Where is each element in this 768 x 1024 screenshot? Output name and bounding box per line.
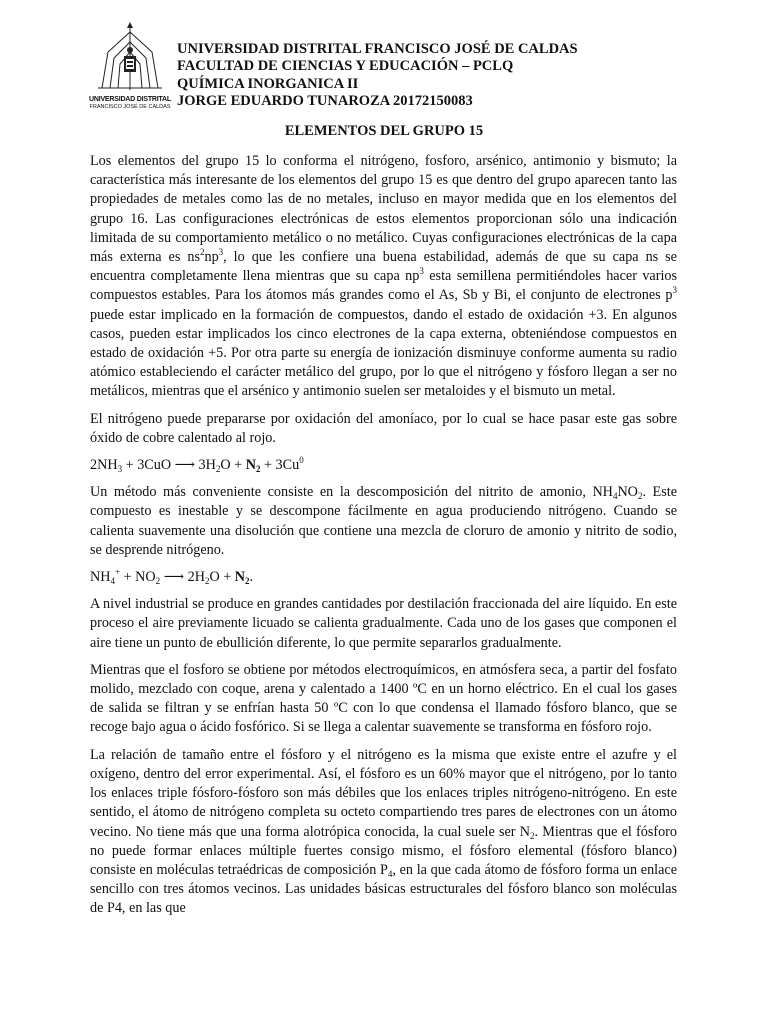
paragraph-phosphorus-production: Mientras que el fosforo se obtiene por métodos electroquímicos, en atmósfera seca, a partir del fosfato molido, mezclado con coque, arena y calentado a 1400 ºC en un horno eléctrico. En el cual los gases de salida se filtran y se enfrían hasta 50 ºC con lo que condensa el llamado fósforo blanco, que se recoge bajo agua o ácido fosfórico. Si se llega a calentar suavemente se transforma en fósforo rojo. [90, 661, 677, 736]
paragraph-nitrogen-prep: El nitrógeno puede prepararse por oxidación del amoníaco, por lo cual se hace pasar este gas sobre óxido de cobre calentado al rojo. [90, 410, 677, 446]
logo-text-university: UNIVERSIDAD DISTRITAL [88, 96, 171, 103]
document-title: ELEMENTOS DEL GRUPO 15 [284, 123, 484, 139]
logo-text-name: FRANCISCO JOSÉ DE CALDAS [89, 104, 171, 110]
paragraph-ammonium-nitrite: Un método más conveniente consiste en la descomposición del nitrito de amonio, $NH_4NO_2$. Este compuesto es inestable y se descompone fácilmente en agua produciendo nitrógeno. Cuando se calienta suavemente una disolución que contiene una mezcla de cloruro de amonio y nitrito de sodio, se desprende nitrógeno. [90, 484, 677, 558]
equation-ammonia-oxidation: $2NH_3 + 3CuO$ ⟶ $3H_2O + N_2 + 3Cu^0$ [90, 455, 304, 475]
header-author: JORGE EDUARDO TUNAROZA 20172150083 [177, 93, 473, 110]
university-crest-icon [96, 22, 164, 94]
university-logo [86, 22, 174, 108]
document-header [177, 41, 578, 111]
paragraph-industrial-distillation: A nivel industrial se produce en grandes cantidades por destilación fraccionada del aire líquido. En este proceso el aire previamente licuado se calienta gradualmente. Cada uno de los gases que componen el aire tiene un punto de ebullición diferente, lo que permite separarlos gradualmente. [90, 596, 677, 651]
header-university: UNIVERSIDAD DISTRITAL FRANCISCO JOSÉ DE CALDAS [177, 41, 578, 57]
header-course: QUÍMICA INORGANICA II [177, 75, 359, 92]
document-body [90, 152, 677, 927]
paragraph-intro: Los elementos del grupo 15 lo conforma el nitrógeno, fosforo, arsénico, antimonio y bismuto; la característica más interesante de los elementos del grupo 15 es que dentro del grupo aparecen tanto las propiedades de metales como las de no metales, incluso en mayor medida que en los elementos del grupo 16. Las configuraciones electrónicas de estos elementos proporcionan sólo una indicación limitada de su comportamiento metálico o no metálico. Cuyas configuraciones electrónicas de la capa más externa es $ns^2np^3$, lo que les confiere una buena estabilidad, además de que su capa ns se encuentra completamente llena mientras que su capa $np^3$ esta semillena permitiéndoles hacer varios compuestos estables. Para los átomos más grandes como el As, Sb y Bi, el conjunto de electrones $p^3$ puede estar implicado en la formación de compuestos, dando el estado de oxidación +3. En algunos casos, pueden estar implicados los cinco electrones de la capa externa, obteniéndose compuestos en estado de oxidación +5. Por otra parte su energía de ionización disminuye conforme aumenta su radio atómico estableciendo el carácter metálico del grupo, por lo que el nitrógeno y fósforo llegan a ser no metálicos, mientras que el arsénico y antimonio suelen ser metaloides y el bismuto un metal. [90, 153, 677, 400]
equation-nitrite-decomposition: $NH_4^+ + NO_2$ ⟶ $2H_2O + N_2$. [90, 567, 254, 587]
paragraph-size-relation: La relación de tamaño entre el fósforo y el nitrógeno es la misma que existe entre el azufre y el oxígeno, dentro del error experimental. Así, el fósforo es un 60% mayor que el nitrógeno, por lo tanto los enlaces triple fósforo-fósforo son más débiles que los enlaces triples nitrógeno-nitrógeno. En este sentido, el átomo de nitrógeno completa su octeto compartiendo tres pares de electrones con un átomo vecino. No tiene más que una forma alotrópica conocida, la cual suele ser $N_2$. Mientras que el fósforo no puede formar enlaces múltiple fuertes consigo mismo, el fósforo elemental (fósforo blanco) consiste en moléculas tetraédricas de composición $P_4$, en la que cada átomo de fósforo forma un enlace sencillo con tres átomos vecinos. Las unidades básicas estructurales del fósforo blanco son moléculas de P4, en las que [90, 746, 677, 917]
header-faculty: FACULTAD DE CIENCIAS Y EDUCACIÓN – PCLQ [177, 58, 514, 75]
